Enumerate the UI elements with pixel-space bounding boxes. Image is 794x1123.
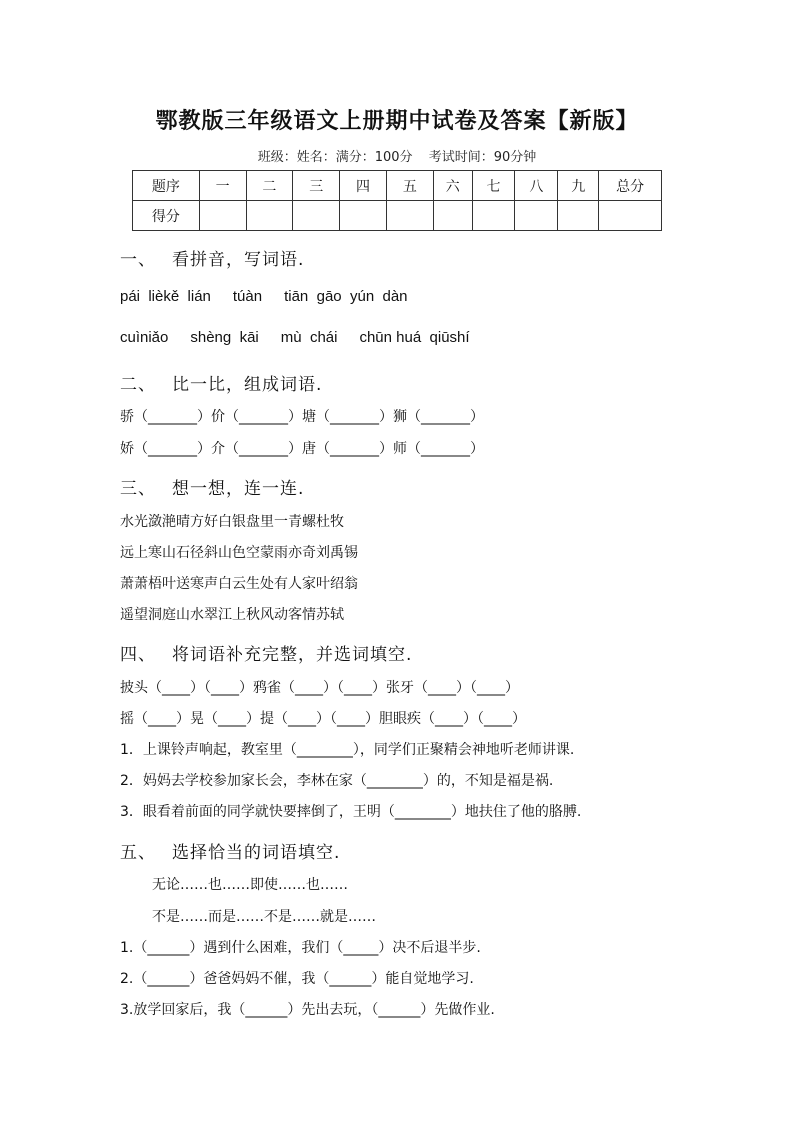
exam-time-info: 考试时间：90分钟: [428, 150, 537, 165]
conjunction-fill-item[interactable]: 3.放学回家后，我（______）先出去玩，（______）先做作业.: [120, 1002, 495, 1018]
score-header-cell: 四: [340, 171, 387, 201]
section-title: 比一比，组成词语.: [172, 375, 323, 395]
score-table-header-row: [133, 171, 662, 201]
pinyin-item: pái lièkě lián: [120, 288, 211, 305]
score-row-label: 得分: [133, 201, 200, 231]
pinyin-item: túàn: [232, 288, 263, 305]
score-header-cell: 五: [386, 171, 433, 201]
conjunction-option: 不是……而是……不是……就是……: [152, 909, 376, 925]
score-cell[interactable]: [515, 201, 558, 231]
score-cell[interactable]: [293, 201, 340, 231]
score-header-cell: 六: [433, 171, 472, 201]
score-cell[interactable]: [246, 201, 293, 231]
section-number: 二、: [120, 375, 156, 395]
conjunction-fill-item[interactable]: 1.（______）遇到什么困难，我们（_____）决不后退半步.: [120, 940, 481, 956]
class-name-score-info: 班级：姓名：满分：100分: [257, 150, 413, 165]
pinyin-item: mù chái: [280, 329, 338, 346]
pinyin-row-2: [120, 329, 492, 346]
exam-info: [0, 146, 794, 165]
score-header-cell: 总分: [599, 171, 662, 201]
fill-sentence-item[interactable]: 2．妈妈去学校参加家长会，李林在家（________）的，不知是福是祸.: [120, 773, 554, 789]
poem-match-line: 远上寒山石径斜山色空蒙雨亦奇刘禹锡: [120, 545, 358, 561]
score-cell[interactable]: [199, 201, 246, 231]
pinyin-item: tiān gāo yún dàn: [284, 288, 408, 305]
score-header-cell: 九: [558, 171, 599, 201]
section-1-heading: [120, 245, 304, 270]
score-header-cell: 三: [293, 171, 340, 201]
score-cell[interactable]: [433, 201, 472, 231]
section-title: 选择恰当的词语填空.: [172, 843, 341, 863]
idiom-fill-row-2[interactable]: 摇（____）晃（____）提（____）（____）胆眼疾（____）（____）: [120, 711, 526, 727]
score-table-score-row: [133, 201, 662, 231]
poem-match-line: 萧萧梧叶送寒声白云生处有人家叶绍翁: [120, 576, 358, 592]
section-4-heading: [120, 640, 412, 665]
idiom-fill-row-1[interactable]: 披头（____）（____）鸦雀（____）（____）张牙（____）（____）: [120, 680, 519, 696]
fill-sentence-item[interactable]: 1．上课铃声响起，教室里（________），同学们正聚精会神地听老师讲课.: [120, 742, 575, 758]
pinyin-item: shèng kāi: [190, 329, 259, 346]
score-cell[interactable]: [340, 201, 387, 231]
score-cell[interactable]: [386, 201, 433, 231]
poem-match-line: 水光潋滟晴方好白银盘里一青螺杜牧: [120, 514, 344, 530]
score-header-cell: 八: [515, 171, 558, 201]
section-3-heading: [120, 474, 304, 499]
section-number: 三、: [120, 479, 156, 499]
section-number: 五、: [120, 843, 156, 863]
section-number: 四、: [120, 645, 156, 665]
pinyin-item: chūn huá qiūshí: [359, 329, 470, 346]
score-header-cell: 二: [246, 171, 293, 201]
section-number: 一、: [120, 250, 156, 270]
page-title: 鄂教版三年级语文上册期中试卷及答案【新版】: [155, 108, 639, 134]
section-5-heading: [120, 838, 340, 863]
score-cell[interactable]: [599, 201, 662, 231]
score-header-cell: 题序: [133, 171, 200, 201]
pinyin-row-1: [120, 288, 430, 305]
score-table: [132, 170, 662, 231]
section-title: 将词语补充完整，并选词填空.: [172, 645, 413, 665]
score-header-cell: 一: [199, 171, 246, 201]
score-cell[interactable]: [472, 201, 515, 231]
word-compare-row-2[interactable]: 娇（_______）介（_______）唐（_______）师（_______）: [120, 441, 484, 457]
score-cell[interactable]: [558, 201, 599, 231]
fill-sentence-item[interactable]: 3．眼看着前面的同学就快要摔倒了，王明（________）地扶住了他的胳膊.: [120, 804, 582, 820]
conjunction-fill-item[interactable]: 2.（______）爸爸妈妈不催，我（______）能自觉地学习.: [120, 971, 474, 987]
section-title: 想一想，连一连.: [172, 479, 305, 499]
score-header-cell: 七: [472, 171, 515, 201]
word-compare-row-1[interactable]: 骄（_______）价（_______）塘（_______）狮（_______）: [120, 409, 484, 425]
section-title: 看拼音，写词语.: [172, 250, 305, 270]
pinyin-item: cuìniǎo: [120, 329, 169, 346]
section-2-heading: [120, 370, 322, 395]
conjunction-option: 无论……也……即使……也……: [152, 877, 348, 893]
poem-match-line: 遥望洞庭山水翠江上秋风动客情苏轼: [120, 607, 344, 623]
